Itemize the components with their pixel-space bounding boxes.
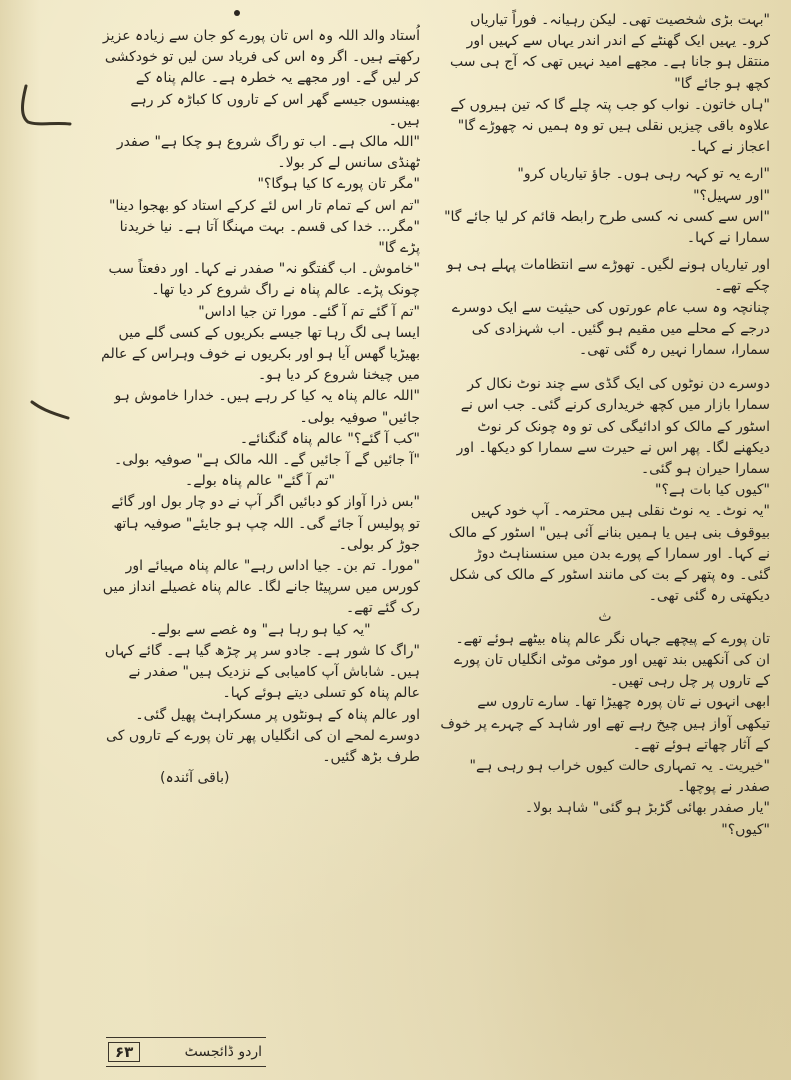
paragraph: "تم آ گئے" عالم پناہ بولے۔ [185,473,335,490]
paragraph: "مگر تان پورے کا کیا ہوگا؟" [257,176,420,193]
paragraph: "اور سہیل؟" [693,187,770,204]
paragraph: اُستاد والد اللہ وہ اس تان پورے کو جان سے زیادہ عزیز رکھتے ہیں۔ اگر وہ اس کی فریاد سن لیں تو خودکشی کر لیں گے۔ اور مجھے یہ خطرہ ہے۔ عالم پناہ کے بھینسوں جیسے گھر اس کے تاروں کا کباڑہ کر رہے ہیں۔ [102,28,420,129]
paragraph: "اس سے کسی نہ کسی طرح رابطہ قائم کر لیا جائے گا" سمارا نے کہا۔ [444,208,770,247]
margin-pencil-mark-top [8,82,78,142]
paragraph: "خاموش۔ اب گفتگو نہ" صفدر نے کہا۔ اور دفعتاً سب چونک پڑے۔ عالم پناہ نے راگ شروع کر دیا تھا۔ [108,261,420,299]
paragraph: اور تیاریاں ہونے لگیں۔ تھوڑے سے انتظامات پہلے ہی ہو چکے تھے۔ [446,257,770,295]
paragraph: "ارے یہ تو کہہ رہی ہوں۔ جاؤ تیاریاں کرو" [517,166,770,183]
paragraph: "مگر... خدا کی قسم۔ بہت مہنگا آتا ہے۔ نیا خریدنا پڑے گا" [119,218,420,257]
paragraph: "یہ نوٹ۔ یہ نوٹ نقلی ہیں محترمہ۔ آپ خود کہیں بیوقوف بنی ہیں یا ہمیں بنانے آئی ہیں" اسٹور کے مالک نے کہا۔ اور سمارا کے پورے بدن میں سنسناہٹ دوڑ گئی۔ وہ پتھر کے بت کی مانند اسٹور کے مالک کی شکل دیکھتی رہ گئی تھی۔ [448,503,770,605]
magazine-name: اردو ڈائجسٹ [184,1044,262,1060]
paragraph: دوسرے دن نوٹوں کی ایک گڈی سے چند نوٹ نکال کر سمارا بازار میں کچھ خریداری کرنے گئی۔ جب اس نے اسٹور کے مالک کو ادائیگی کی تو وہ چونک کر نوٹ دیکھنے لگا۔ پھر اس نے حیرت سے سمارا کو دیکھا۔ اور سمارا حیران ہو گئی۔ [456,376,770,478]
paragraph: ایسا ہی لگ رہا تھا جیسے بکریوں کے کسی گلے میں بھیڑیا گھس آیا ہو اور بکریوں نے خوف وہراس کے عالم میں چیخنا شروع کر دیا ہو۔ [101,324,420,384]
paragraph: چنانچہ وہ سب عام عورتوں کی حیثیت سے ایک دوسرے درجے کے محلے میں مقیم ہو گئیں۔ اب شہزادی کی سمارا، سمارا نہیں رہ گئی تھی۔ [451,299,770,359]
paragraph: تان پورے کے پیچھے جہاں نگر عالم پناہ بیٹھے ہوئے تھے۔ ان کی آنکھیں بند تھیں اور موٹی موٹی انگلیاں تان پورے کے تاروں پر چل رہی تھیں۔ [453,630,770,690]
to-be-continued: (باقی آئندہ) [160,770,230,787]
paragraph: ابھی انہوں نے تان پورہ چھیڑا تھا۔ سارے تاروں سے تیکھی آواز ہیں چیخ رہے تھے اور شاہد کے چہرے پر خوف کے آثار چھاتے ہوئے تھے۔ [440,694,770,753]
left-column [100,2,420,1030]
paragraph: "اللہ مالک ہے۔ اب تو راگ شروع ہو چکا ہے" صفدر ٹھنڈی سانس لے کر بولا۔ [116,134,420,172]
paragraph: "کب آ گئے؟" عالم پناہ گنگنائے۔ [239,430,420,447]
paragraph: "مورا۔ تم بن۔ جیا اداس رہے" عالم پناہ مہیائے اور کورس میں سرپیٹا جانے لگا۔ عالم پناہ غصیلے انداز میں رک گئے تھے۔ [102,558,420,617]
paragraph: "کیوں؟" [721,821,770,838]
paragraph: "یہ کیا ہو رہا ہے" وہ غصے سے بولے۔ [149,621,371,638]
paragraph: "تم آ گئے تم آ گئے۔ مورا تن جیا اداس" [198,303,420,320]
paragraph: "بہت بڑی شخصیت تھی۔ لیکن رہیانہ۔ فوراً تیاریاں کرو۔ یہیں ایک گھنٹے کے اندر اندر یہاں سے کہیں اور منتقل ہو جانا ہے۔ مجھے امید نہیں تھی کہ آج ہی سب کچھ ہو جائے گا" [449,12,770,92]
paragraph: "اللہ عالم پناہ یہ کیا کر رہے ہیں۔ خدارا خاموش ہو جائیں" صوفیہ بولی۔ [114,388,420,426]
page-footer [106,1037,266,1067]
paragraph: "راگ کا شور ہے۔ جادو سر پر چڑھ گیا ہے۔ گائے کہاں ہیں۔ شاباش آپ کامیابی کے نزدیک ہیں" صفدر نے عالم پناہ کو تسلی دیتے ہوئے کہا۔ [104,642,420,702]
paragraph: "تم اس کے تمام تار اس لئے کرکے استاد کو بھجوا دینا" [108,197,420,214]
paragraph: "یار صفدر بھائی گڑبڑ ہو گئی" شاہد بولا۔ [524,800,770,817]
paragraph: "ہاں خاتون۔ نواب کو جب پتہ چلے گا کہ تین ہیروں کے علاوہ باقی چیزیں نقلی ہیں تو وہ ہمیں نہ چھوڑے گا" اعجاز نے کہا۔ [450,96,770,156]
paragraph: "بس ذرا آواز کو دبائیں اگر آپ نے دو چار بول اور گائے تو پولیس آ جائے گی۔ اللہ چپ ہو جایئے" صوفیہ ہاتھ جوڑ کر بولی۔ [111,494,420,553]
page-number: ۶۳ [108,1042,140,1062]
section-separator: ث [598,609,612,626]
paragraph: "آ جائیں گے آ جائیں گے۔ اللہ مالک ہے" صوفیہ بولی۔ [114,452,420,469]
paragraph: "کیوں کیا بات ہے؟" [655,482,770,499]
margin-pencil-mark-bottom [28,396,78,426]
paragraph: اور عالم پناہ کے ہونٹوں پر مسکراہٹ پھیل گئی۔ دوسرے لمحے ان کی انگلیاں پھر تان پورے کے تاروں کی طرف بڑھ گئیں۔ [106,706,420,765]
paragraph: "خیریت۔ یہ تمہاری حالت کیوں خراب ہو رہی ہے" صفدر نے پوچھا۔ [469,757,770,796]
right-column [440,2,770,1030]
